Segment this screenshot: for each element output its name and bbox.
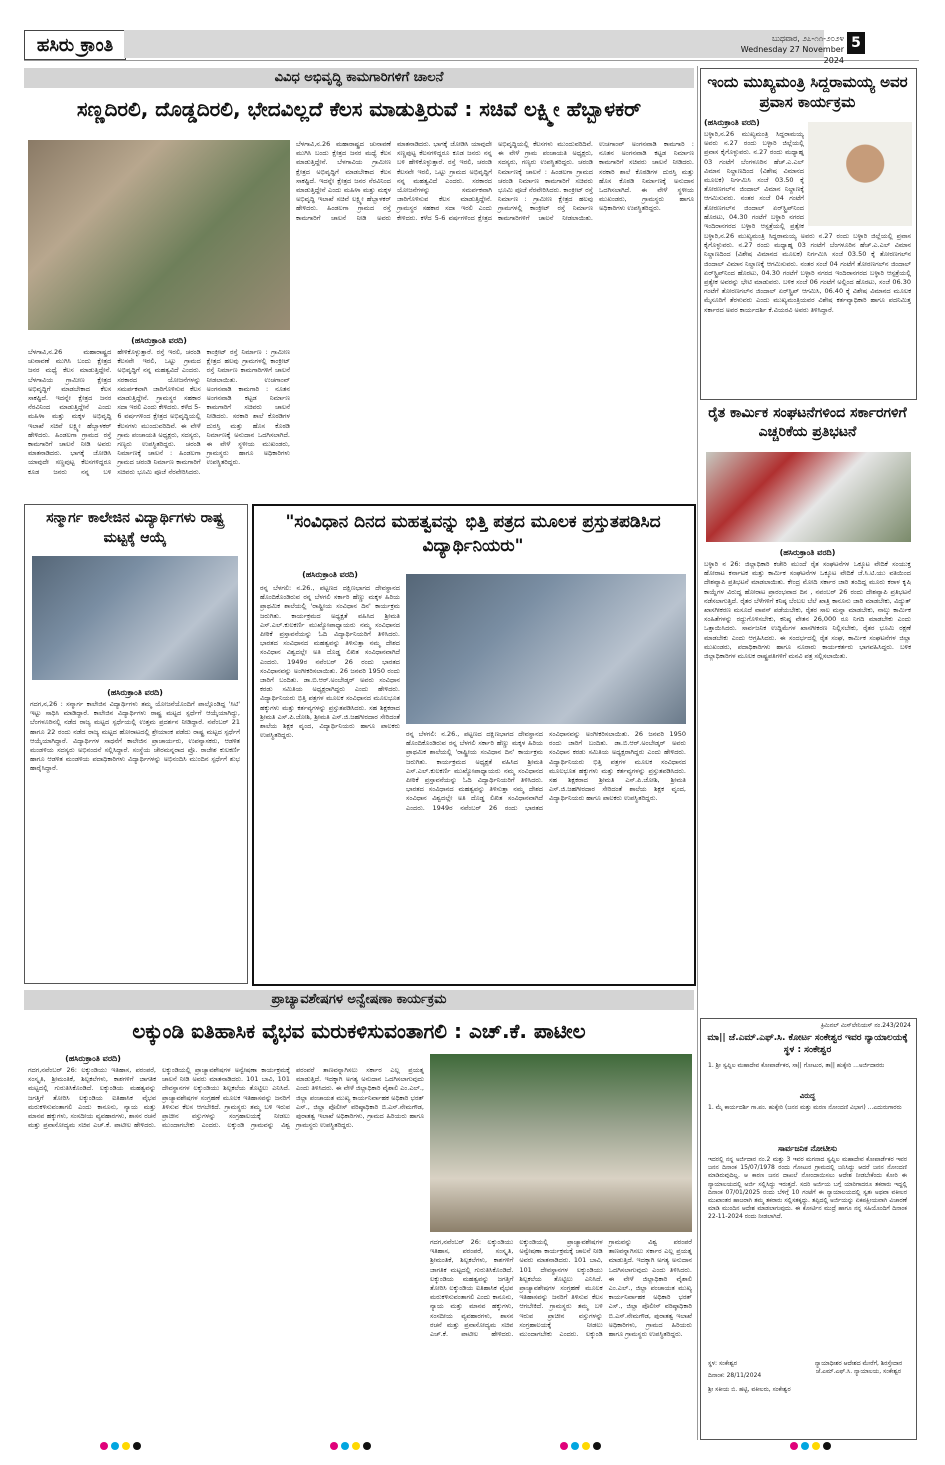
- color-dot-black: [363, 1442, 371, 1450]
- registration-mark: [330, 1442, 371, 1450]
- constitution-body-part1: ರನ್ನ ಬೆಳಗಲಿ: ನ.26., ಪಟ್ಟಣದ ದಕ್ಷಿಣಭಾಗದ ದೇವಸ್ಥಾನದ ಹೊಂದಿಕೊಂಡಿರುವ ರನ್ನ ಬೆಳಗಲಿ ಸರ್ಕಾರಿ ಹೆಣ್ಣು ಮಕ್ಕಳ ಹಿರಿಯ ಪ್ರಾಥಮಿಕ ಶಾಲೆಯಲ್ಲಿ 'ರಾಷ್ಟ್ರೀಯ ಸಂವಿಧಾನ ದಿನ' ಕಾರ್ಯಕ್ರಮ ಜರುಗಿತು. ಕಾರ್ಯಕ್ರಮದ ಅಧ್ಯಕ್ಷತೆ ವಹಿಸಿದ ಶ್ರೀಮತಿ ಎಸ್.ಎಲ್.ಕುಲಕರ್ಣಿ ಮುಖ್ಯೋಪಾಧ್ಯಾಯರು ನಮ್ಮ ಸಂವಿಧಾನದ ಪೀಠಿಕೆ ಪ್ರಸ್ತಾವನೆಯನ್ನು ಓದಿ ವಿದ್ಯಾರ್ಥಿನಿಯರಿಗೆ ತಿಳಿಸಿದರು. ಭಾರತದ ಸಂವಿಧಾನದ ಮಹತ್ವವನ್ನು ತಿಳಿಸುತ್ತಾ ನಮ್ಮ ದೇಶದ ಸಂವಿಧಾನ ವಿಶ್ವದಲ್ಲೇ ಅತಿ ದೊಡ್ಡ ಲಿಖಿತ ಸಂವಿಧಾನವಾಗಿದೆ ಎಂದರು. 1949ರ ನವೆಂಬರ್ 26 ರಂದು ಭಾರತದ ಸಂವಿಧಾನವನ್ನು ಅಂಗೀಕರಿಸಲಾಯಿತು. 26 ಜನವರಿ 1950 ರಂದು ಜಾರಿಗೆ ಬಂದಿತು. ಡಾ.ಬಿ.ಆರ್.ಅಂಬೇಡ್ಕರ್ ಅವರು ಸಂವಿಧಾನ ಕರಡು ಸಮಿತಿಯ ಅಧ್ಯಕ್ಷರಾಗಿದ್ದರು ಎಂದು ಹೇಳಿದರು. ವಿದ್ಯಾರ್ಥಿನಿಯರು ಭಿತ್ತಿ ಪತ್ರಗಳ ಮೂಲಕ ಸಂವಿಧಾನದ ಮೂಲಭೂತ ಹಕ್ಕುಗಳು ಮತ್ತು ಕರ್ತವ್ಯಗಳನ್ನು ಪ್ರಸ್ತುತಪಡಿಸಿದರು. ಸಹ ಶಿಕ್ಷಕರಾದ ಶ್ರೀಮತಿ ಎಸ್.ಪಿ.ಜೋಶಿ, ಶ್ರೀಮತಿ ಎಸ್.ಜಿ.ಜಹಗೀರದಾರ ಸೇರಿದಂತೆ ಶಾಲೆಯ ಶಿಕ್ಷಕ ವೃಂದ, ವಿದ್ಯಾರ್ಥಿನಿಯರು ಹಾಗೂ ಪಾಲಕರು ಉಪಸ್ಥಿತರಿದ್ದರು.: [260, 584, 400, 740]
- lakkundi-kicker: ಪ್ರಾಚ್ಯಾವಶೇಷಗಳ ಅನ್ವೇಷಣಾ ಕಾರ್ಯಕ್ರಮ: [24, 990, 694, 1010]
- masthead-band: [124, 30, 824, 58]
- column-rule: [697, 66, 698, 1440]
- color-dot-cyan: [571, 1442, 579, 1450]
- constitution-photo: [406, 574, 686, 724]
- newspaper-logo: ಹಸಿರು ಕ್ರಾಂತಿ: [24, 30, 126, 60]
- registration-mark: [100, 1442, 141, 1450]
- constitution-body-part2: ರನ್ನ ಬೆಳಗಲಿ: ನ.26., ಪಟ್ಟಣದ ದಕ್ಷಿಣಭಾಗದ ದೇವಸ್ಥಾನದ ಹೊಂದಿಕೊಂಡಿರುವ ರನ್ನ ಬೆಳಗಲಿ ಸರ್ಕಾರಿ ಹೆಣ್ಣು ಮಕ್ಕಳ ಹಿರಿಯ ಪ್ರಾಥಮಿಕ ಶಾಲೆಯಲ್ಲಿ 'ರಾಷ್ಟ್ರೀಯ ಸಂವಿಧಾನ ದಿನ' ಕಾರ್ಯಕ್ರಮ ಜರುಗಿತು. ಕಾರ್ಯಕ್ರಮದ ಅಧ್ಯಕ್ಷತೆ ವಹಿಸಿದ ಶ್ರೀಮತಿ ಎಸ್.ಎಲ್.ಕುಲಕರ್ಣಿ ಮುಖ್ಯೋಪಾಧ್ಯಾಯರು ನಮ್ಮ ಸಂವಿಧಾನದ ಪೀಠಿಕೆ ಪ್ರಸ್ತಾವನೆಯನ್ನು ಓದಿ ವಿದ್ಯಾರ್ಥಿನಿಯರಿಗೆ ತಿಳಿಸಿದರು. ಭಾರತದ ಸಂವಿಧಾನದ ಮಹತ್ವವನ್ನು ತಿಳಿಸುತ್ತಾ ನಮ್ಮ ದೇಶದ ಸಂವಿಧಾನ ವಿಶ್ವದಲ್ಲೇ ಅತಿ ದೊಡ್ಡ ಲಿಖಿತ ಸಂವಿಧಾನವಾಗಿದೆ ಎಂದರು. 1949ರ ನವೆಂಬರ್ 26 ರಂದು ಭಾರತದ ಸಂವಿಧಾನವನ್ನು ಅಂಗೀಕರಿಸಲಾಯಿತು. 26 ಜನವರಿ 1950 ರಂದು ಜಾರಿಗೆ ಬಂದಿತು. ಡಾ.ಬಿ.ಆರ್.ಅಂಬೇಡ್ಕರ್ ಅವರು ಸಂವಿಧಾನ ಕರಡು ಸಮಿತಿಯ ಅಧ್ಯಕ್ಷರಾಗಿದ್ದರು ಎಂದು ಹೇಳಿದರು. ವಿದ್ಯಾರ್ಥಿನಿಯರು ಭಿತ್ತಿ ಪತ್ರಗಳ ಮೂಲಕ ಸಂವಿಧಾನದ ಮೂಲಭೂತ ಹಕ್ಕುಗಳು ಮತ್ತು ಕರ್ತವ್ಯಗಳನ್ನು ಪ್ರಸ್ತುತಪಡಿಸಿದರು. ಸಹ ಶಿಕ್ಷಕರಾದ ಶ್ರೀಮತಿ ಎಸ್.ಪಿ.ಜೋಶಿ, ಶ್ರೀಮತಿ ಎಸ್.ಜಿ.ಜಹಗೀರದಾರ ಸೇರಿದಂತೆ ಶಾಲೆಯ ಶಿಕ್ಷಕ ವೃಂದ, ವಿದ್ಯಾರ್ಥಿನಿಯರು ಹಾಗೂ ಪಾಲಕರು ಉಪಸ್ಥಿತರಿದ್ದರು.: [406, 730, 686, 812]
- college-body: ಗದಗ,ನ,26 : ಸನ್ಮಾರ್ಗ ಕಾಲೇಜಿನ ವಿದ್ಯಾರ್ಥಿಗಳು ತಮ್ಮ ಯೋಜನೆಯೊಂದಿಗೆ ಪಾಲ್ಗೊಂಡಿದ್ದ 'ಸಿಟಿ' ಇಟ್ಟು ಸಾಧಿಸಿ ಮಾಡಿದ್ದಾರೆ. ಕಾಲೇಜಿನ ವಿದ್ಯಾರ್ಥಿಗಳು ರಾಷ್ಟ್ರ ಮಟ್ಟದ ಸ್ಪರ್ಧೆಗೆ ಆಯ್ಕೆಯಾಗಿದ್ದು, ಬೆಂಗಳೂರಿನಲ್ಲಿ ನಡೆದ ರಾಜ್ಯ ಮಟ್ಟದ ಸ್ಪರ್ಧೆಯಲ್ಲಿ ಉತ್ತಮ ಪ್ರದರ್ಶನ ನೀಡಿದ್ದಾರೆ. ನವೆಂಬರ್ 21 ಹಾಗೂ 22 ರಂದು ನಡೆದ ರಾಜ್ಯ ಮಟ್ಟದ ಹೋರಾಟದಲ್ಲಿ ಶ್ರೇಯಾಂಕ ಪಡೆದು ರಾಷ್ಟ್ರ ಮಟ್ಟದ ಸ್ಪರ್ಧೆಗೆ ಆಯ್ಕೆಯಾಗಿದ್ದಾರೆ. ವಿದ್ಯಾರ್ಥಿಗಳ ಸಾಧನೆಗೆ ಕಾಲೇಜಿನ ಪ್ರಾಚಾರ್ಯರು, ಉಪನ್ಯಾಸಕರು, ಆಡಳಿತ ಮಂಡಳಿಯ ಸದಸ್ಯರು ಅಭಿನಂದನೆ ಸಲ್ಲಿಸಿದ್ದಾರೆ. ಸಂಸ್ಥೆಯ ಚೇರಮನ್ನರಾದ ಪ್ರೊ. ರಾಜೇಶ ಕುಲಕರ್ಣಿ ಹಾಗೂ ಆಡಳಿತ ಮಂಡಳಿಯ ಪದಾಧಿಕಾರಿಗಳು ವಿದ್ಯಾರ್ಥಿಗಳನ್ನು ಅಭಿನಂದಿಸಿ ಮುಂದಿನ ಸ್ಪರ್ಧೆಗೆ ಶುಭ ಹಾರೈಸಿದ್ದಾರೆ.: [30, 700, 240, 773]
- cm-tour-body-part2: ಬಳ್ಳಾರಿ,ನ.26 ಮುಖ್ಯಮಂತ್ರಿ ಸಿದ್ದರಾಮಯ್ಯ ಅವರು ನ.27 ರಂದು ಬಳ್ಳಾರಿ ಜಿಲ್ಲೆಯಲ್ಲಿ ಪ್ರವಾಸ ಕೈಗೊಳ್ಳುವರು. ನ.27 ರಂದು ಮಧ್ಯಾಹ್ನ 03 ಗಂಟೆಗೆ ಬೆಂಗಳೂರಿನ ಹೆಚ್.ಎ.ಎಲ್ ವಿಮಾನ ನಿಲ್ದಾಣದಿಂದ (ವಿಶೇಷ ವಿಮಾನದ ಮೂಲಕ) ನಿರ್ಗಮಿಸಿ ಸಂಜೆ 03.50 ಕ್ಕೆ ತೋರಣಗಲ್‌ನ ಜಿಂದಾಲ್ ವಿಮಾನ ನಿಲ್ದಾಣಕ್ಕೆ ಆಗಮಿಸುವರು. ನಂತರ ಸಂಜೆ 04 ಗಂಟೆಗೆ ತೋರಣಗಲ್‌ನ ಜಿಂದಾಲ್ ಏರ್‌ಸ್ಟ್ರಿಪ್‌ನಿಂದ ಹೊರಟು, 04.30 ಗಂಟೆಗೆ ಬಳ್ಳಾರಿ ನಗರದ ಇಂದಿರಾನಗರದ ಬಳ್ಳಾರಿ ಆಸ್ಪತ್ರೆಯಲ್ಲಿ ಪ್ರತ್ಯೇಕ ಅವರನ್ನು ಭೇಟಿ ಮಾಡುವರು. ಬಳಿಕ ಸಂಜೆ 06 ಗಂಟೆಗೆ ಅಲ್ಲಿಂದ ಹೊರಟು, ಸಂಜೆ 06.30 ಗಂಟೆಗೆ ತೋರಣಗಲ್‌ನ ಜಿಂದಾಲ್ ಏರ್‌ಸ್ಟ್ರಿಪ್ ಆಗಮಿಸಿ, 06.40 ಕ್ಕೆ ವಿಶೇಷ ವಿಮಾನದ ಮೂಲಕ ಮೈಸೂರಿಗೆ ತೆರಳುವರು ಎಂದು ಮುಖ್ಯಮಂತ್ರಿಯವರ ವಿಶೇಷ ಕರ್ತವ್ಯಾಧಿಕಾರಿ ಹಾಗೂ ಪದನಿಮಿತ್ತ ಸರ್ಕಾರದ ಅವರ ಕಾರ್ಯದರ್ಶಿ ಕೆ.ವಿಯರವಿ ಅವರು ತಿಳಿಸಿದ್ದಾರೆ.: [704, 232, 911, 314]
- college-photo: [32, 556, 238, 680]
- notice-title: ಮಾ|| ಜೆ.ಎಮ್.ಎಫ್.ಸಿ. ಕೋರ್ಟ ಸಂಕೇಶ್ವರ ಇವರ ನ್ಯಾಯಾಲಯಕ್ಕೆ ಸ್ಥಳ : ಸಂಕೇಶ್ವರ: [707, 1033, 908, 1055]
- color-dot-cyan: [111, 1442, 119, 1450]
- notice-date: ದಿನಾಂಕ: 28/11/2024: [708, 1372, 762, 1379]
- registration-mark: [560, 1442, 601, 1450]
- cm-portrait-photo: [808, 122, 912, 226]
- date-english: Wednesday 27 November 2024: [740, 45, 844, 65]
- lead-dateline: (ಹಸಿರುಕ್ರಾಂತಿ ವರದಿ): [131, 336, 187, 345]
- notice-body: ಇದರಲ್ಲಿ ನನ್ನ ಅರ್ಜಿದಾರ ನಂ.2 ಮತ್ತು 3 ಇವರ ಮಗನಾದ ಸ್ವಪ್ನಿಲ ಮಹಾದೇವ ಕೋಪಾರ್ಡೆಕರ ಇವರ ಜನನ ದಿನಾಂಕ 15/07/1978 ರಂದು ಗೋಟುರ ಗ್ರಾಮದಲ್ಲಿ ಜನಿಸಿದ್ದು ಆದರೆ ಜನನ ನೋಂದಣಿ ಮಾಡಿರುವುದಿಲ್ಲ. ಆ ಕಾರಣ ಜನನ ದಾಖಲೆ ನೋಂದಾಯಿಸಲು ಆದೇಶ ನೀಡಬೇಕೆಂದು ಕೋರಿ ಈ ನ್ಯಾಯಾಲಯದಲ್ಲಿ ಅರ್ಜಿ ಸಲ್ಲಿಸಿದ್ದು ಇರುತ್ತದೆ. ಸದರಿ ಅರ್ಜಿಯ ಬಗ್ಗೆ ಯಾರಿಗಾದರೂ ತಕರಾರು ಇದ್ದಲ್ಲಿ ದಿನಾಂಕ 07/01/2025 ರಂದು ಬೆಳಿಗ್ಗೆ 10 ಗಂಟೆಗೆ ಈ ನ್ಯಾಯಾಲಯದಲ್ಲಿ ಸ್ವತಃ ಅಥವಾ ವಕೀಲರ ಮುಖಾಂತರ ಹಾಜರಾಗಿ ತಮ್ಮ ತಕರಾರು ಸಲ್ಲಿಸತಕ್ಕದ್ದು. ತಪ್ಪಿದಲ್ಲಿ ಅರ್ಜಿಯನ್ನು ಏಕಪಕ್ಷೀಯವಾಗಿ ವಿಚಾರಣೆ ಮಾಡಿ ಮುಂದಿನ ಆದೇಶ ಮಾಡಲಾಗುವುದು. ಈ ಕೋರ್ಟಿನ ಮುದ್ರೆ ಹಾಗೂ ನನ್ನ ಸಹಿಯೊಂದಿಗೆ ದಿನಾಂಕ 22-11-2024 ರಂದು ನೀಡಲಾಗಿದೆ.: [708, 1156, 907, 1221]
- cm-tour-headline: ಇಂದು ಮುಖ್ಯಮಂತ್ರಿ ಸಿದ್ದರಾಮಯ್ಯ ಅವರ ಪ್ರವಾಸ ಕಾರ್ಯಕ್ರಮ: [707, 73, 908, 111]
- lead-body-part2: ಬೆಳಗಾವಿ,ನ.26 ಮಹಾರಾಷ್ಟ್ರದ ಚುನಾವಣೆ ಮುಗಿಸಿ ಬಂದು ಕ್ಷೇತ್ರದ ಜನರ ಮಧ್ಯೆ ಕೆಲಸ ಮಾಡುತ್ತಿದ್ದೇನೆ. ಬೆಳಗಾವಿಯ ಗ್ರಾಮೀಣ ಕ್ಷೇತ್ರದ ಅಭಿವೃದ್ಧಿಗೆ ಮಾಡಬೇಕಾದ ಕೆಲಸ ಸಾಕಷ್ಟಿದೆ. ಇದನ್ನೇ ಕ್ಷೇತ್ರದ ಜನರ ನೆರವಿನಿಂದ ಮಾಡುತ್ತಿದ್ದೇನೆ ಎಂದು ಮಹಿಳಾ ಮತ್ತು ಮಕ್ಕಳ ಅಭಿವೃದ್ಧಿ ಇಲಾಖೆ ಸಚಿವೆ ಲಕ್ಷ್ಮೀ ಹೆಬ್ಬಾಳಕರ್ ಹೇಳಿದರು. ಹಿಂಡಲಗಾ ಗ್ರಾಮದ ರಸ್ತೆ ಕಾಮಗಾರಿಗೆ ಚಾಲನೆ ನೀಡಿ ಅವರು ಮಾತನಾಡಿದರು. ಭಾಗಕ್ಕೆ ಜೋಡಿಸಿ ಯಾವುದೇ ಸಣ್ಣಪುಟ್ಟ ಕೆಲಸಗಳಿದ್ದರೂ ಕೂಡ ಜನರು ನನ್ನ ಬಳಿ ಹೇಳಿಕೊಳ್ಳುತ್ತಾರೆ. ರಸ್ತೆ ಇರಲಿ, ಚರಂಡಿ ಕೆಲಸವೇ ಇರಲಿ, ಒಟ್ಟು ಗ್ರಾಮದ ಅಭಿವೃದ್ಧಿಗೆ ನನ್ನ ಮಹತ್ವವಿದೆ ಎಂದರು. ಸರಕಾರದ ಯೋಜನೆಗಳನ್ನು ಸಮರ್ಪಕವಾಗಿ ಜಾರಿಗೊಳಿಸುವ ಕೆಲಸ ಮಾಡುತ್ತಿದ್ದೇನೆ. ಗ್ರಾಮಸ್ಥರ ಸಹಕಾರ ಸದಾ ಇರಲಿ ಎಂದು ಕೇಳಿದರು. ಕಳೆದ 5-6 ವರ್ಷಗಳಿಂದ ಕ್ಷೇತ್ರದ ಅಭಿವೃದ್ಧಿಯಲ್ಲಿ ಕೆಲಸಗಳು ಮುಂದುವರಿದಿವೆ. ಈ ವೇಳೆ ಗ್ರಾಮ ಪಂಚಾಯತಿ ಅಧ್ಯಕ್ಷರು, ಸದಸ್ಯರು, ಗಣ್ಯರು ಉಪಸ್ಥಿತರಿದ್ದರು. ಚರಂಡಿ ನಿರ್ಮಾಣಕ್ಕೆ ಚಾಲನೆ : ಹಿಂಡಲಗಾ ಗ್ರಾಮದ ಚರಂಡಿ ನಿರ್ಮಾಣ ಕಾಮಗಾರಿಗೆ ಸಚಿವರು ಭೂಮಿ ಪೂಜೆ ನೆರವೇರಿಸಿದರು. ಕಾಂಕ್ರೀಟ್ ರಸ್ತೆ ನಿರ್ಮಾಣ : ಗ್ರಾಮೀಣ ಕ್ಷೇತ್ರದ ಹಲವು ಗ್ರಾಮಗಳಲ್ಲಿ ಕಾಂಕ್ರೀಟ್ ರಸ್ತೆ ನಿರ್ಮಾಣ ಕಾಮಗಾರಿಗಳಿಗೆ ಚಾಲನೆ ನೀಡಲಾಯಿತು. ಉಚಗಾಂವ್ ಅಂಗನವಾಡಿ ಕಾಮಗಾರಿ : ನೂತನ ಅಂಗನವಾಡಿ ಕಟ್ಟಡ ನಿರ್ಮಾಣ ಕಾಮಗಾರಿಗೆ ಸಚಿವರು ಚಾಲನೆ ನೀಡಿದರು. ಸರಕಾರಿ ಶಾಲೆ ಕೊಠಡಿಗಳ ದುರಸ್ತಿ ಮತ್ತು ಹೊಸ ಕೊಠಡಿ ನಿರ್ಮಾಣಕ್ಕೆ ಅನುದಾನ ಒದಗಿಸಲಾಗಿದೆ. ಈ ವೇಳೆ ಸ್ಥಳೀಯ ಮುಖಂಡರು, ಗ್ರಾಮಸ್ಥರು ಹಾಗೂ ಅಧಿಕಾರಿಗಳು ಉಪಸ್ಥಿತರಿದ್ದರು.: [296, 140, 694, 222]
- lakkundi-body-part2: ಗದಗ,ನವೆಂಬರ್ 26: ಲಕ್ಕುಂಡಿಯು ಇತಿಹಾಸ, ಪರಂಪರೆ, ಸಂಸ್ಕೃತಿ, ಶ್ರೀಮಂತಿಕೆ, ಶಿಲ್ಪಕಲೆಗಳು, ಕಾಶಗಳಿಗೆ ಜಾಗತಿಕ ಮಟ್ಟದಲ್ಲಿ ಗುರುತಿಸಿಕೊಂಡಿದೆ. ಲಕ್ಕುಂಡಿಯ ಮಹತ್ವವನ್ನು ಜಗತ್ತಿಗೆ ತೋರಿಸಿ ಲಕ್ಕುಂಡಿಯ ಐತಿಹಾಸಿಕ ವೈಭವ ಮರುಕಳಿಸುವಂತಾಗಲಿ ಎಂದು ಕಾನೂನು, ನ್ಯಾಯ ಮತ್ತು ಮಾನವ ಹಕ್ಕುಗಳು, ಸಂಸದೀಯ ವ್ಯವಹಾರಗಳು, ಶಾಸನ ರಚನೆ ಮತ್ತು ಪ್ರವಾಸೋದ್ಯಮ ಸಚಿವ ಎಚ್.ಕೆ. ಪಾಟೀಲ ಹೇಳಿದರು. ಲಕ್ಕುಂಡಿಯಲ್ಲಿ ಪ್ರಾಚ್ಯಾವಶೇಷಗಳ ಅನ್ವೇಷಣಾ ಕಾರ್ಯಕ್ರಮಕ್ಕೆ ಚಾಲನೆ ನೀಡಿ ಅವರು ಮಾತನಾಡಿದರು. 101 ಬಾವಿ, 101 ದೇವಸ್ಥಾನಗಳ ಲಕ್ಕುಂಡಿಯು ಶಿಲ್ಪಕಲೆಯ ತೊಟ್ಟಿಲು ಎನಿಸಿದೆ. ಪ್ರಾಚ್ಯಾವಶೇಷಗಳ ಸಂಗ್ರಹಣೆ ಮೂಲಕ ಇತಿಹಾಸವನ್ನು ಜನರಿಗೆ ತಿಳಿಸುವ ಕೆಲಸ ಆಗಬೇಕಿದೆ. ಗ್ರಾಮಸ್ಥರು ತಮ್ಮ ಬಳಿ ಇರುವ ಪ್ರಾಚೀನ ವಸ್ತುಗಳನ್ನು ಸಂಗ್ರಹಾಲಯಕ್ಕೆ ನೀಡಲು ಮುಂದಾಗಬೇಕು ಎಂದರು. ಲಕ್ಕುಂಡಿ ಗ್ರಾಮವನ್ನು ವಿಶ್ವ ಪರಂಪರೆ ತಾಣವನ್ನಾಗಿಸಲು ಸರ್ಕಾರ ಎಲ್ಲ ಪ್ರಯತ್ನ ಮಾಡುತ್ತಿದೆ. ಇದಕ್ಕಾಗಿ ಅಗತ್ಯ ಅನುದಾನ ಒದಗಿಸಲಾಗುವುದು ಎಂದು ತಿಳಿಸಿದರು. ಈ ವೇಳೆ ಜಿಲ್ಲಾಧಿಕಾರಿ ವೈಶಾಲಿ ಎಂ.ಎಲ್., ಜಿಲ್ಲಾ ಪಂಚಾಯತ ಮುಖ್ಯ ಕಾರ್ಯನಿರ್ವಾಹಕ ಅಧಿಕಾರಿ ಭರತ್ ಎಸ್., ಜಿಲ್ಲಾ ಪೊಲೀಸ್ ವರಿಷ್ಠಾಧಿಕಾರಿ ಬಿ.ಎಸ್.ನೇಮಗೌಡ, ಪುರಾತತ್ವ ಇಲಾಖೆ ಅಧಿಕಾರಿಗಳು, ಗ್ರಾಮದ ಹಿರಿಯರು ಹಾಗೂ ಗ್ರಾಮಸ್ಥರು ಉಪಸ್ಥಿತರಿದ್ದರು.: [430, 1238, 692, 1339]
- farmers-body: ಬಳ್ಳಾರಿ ನ 26: ಜಿಲ್ಲಾಧಿಕಾರಿ ಕಚೇರಿ ಮುಂದೆ ರೈತ ಸಂಘಟನೆಗಳ ಒಕ್ಕೂಟ ವೇದಿಕೆ ಸಂಯುಕ್ತ ಹೋರಾಟ ಕರ್ನಾಟಕ ಮತ್ತು ಕಾರ್ಮಿಕ ಸಂಘಟನೆಗಳ ಒಕ್ಕೂಟ ವೇದಿಕೆ ಜೆ.ಸಿ.ಟಿ.ಯು ವತಿಯಿಂದ ದೇಶವ್ಯಾಪಿ ಪ್ರತಿಭಟನೆ ಮಾಡಲಾಯಿತು. ಕೇಂದ್ರ ಮೋದಿ ಸರ್ಕಾರ ಜಾರಿ ತಂದಿದ್ದ ಮೂರು ಕರಾಳ ಕೃಷಿ ಕಾಯ್ದೆಗಳ ವಿರುದ್ಧ ಹೋರಾಟ ಪ್ರಾರಂಭವಾದ ದಿನ , ನವಂಬರ್ 26 ರಂದು ದೇಶವ್ಯಾಪಿ ಪ್ರತಿಭಟನೆ ನಡೆಸಲಾಗುತ್ತಿದೆ. ರೈತರ ಬೆಳೆಗಳಿಗೆ ಕನಿಷ್ಠ ಬೆಂಬಲ ಬೆಲೆ ಖಾತ್ರಿ ಕಾನೂನು ಜಾರಿ ಮಾಡಬೇಕು, ವಿದ್ಯುತ್ ಖಾಸಗೀಕರಣ ಮಸೂದೆ ವಾಪಸ್ ಪಡೆಯಬೇಕು, ರೈತರ ಸಾಲ ಮನ್ನಾ ಮಾಡಬೇಕು, ನಾಲ್ಕು ಕಾರ್ಮಿಕ ಸಂಹಿತೆಗಳನ್ನು ರದ್ದುಗೊಳಿಸಬೇಕು, ಕನಿಷ್ಠ ವೇತನ 26,000 ರೂ ನಿಗದಿ ಮಾಡಬೇಕು ಎಂದು ಒತ್ತಾಯಿಸಿದರು. ಸಾರ್ವಜನಿಕ ಉದ್ದಿಮೆಗಳ ಖಾಸಗೀಕರಣ ನಿಲ್ಲಿಸಬೇಕು, ರೈತರ ಭೂಮಿ ರಕ್ಷಣೆ ಮಾಡಬೇಕು ಎಂದು ಆಗ್ರಹಿಸಿದರು. ಈ ಸಂದರ್ಭದಲ್ಲಿ ರೈತ ಸಂಘ, ಕಾರ್ಮಿಕ ಸಂಘಟನೆಗಳ ಜಿಲ್ಲಾ ಮುಖಂಡರು, ಪದಾಧಿಕಾರಿಗಳು ಹಾಗೂ ನೂರಾರು ಕಾರ್ಯಕರ್ತರು ಭಾಗವಹಿಸಿದ್ದರು. ಬಳಿಕ ಜಿಲ್ಲಾಧಿಕಾರಿಗಳ ಮೂಲಕ ರಾಷ್ಟ್ರಪತಿಗಳಿಗೆ ಮನವಿ ಪತ್ರ ಸಲ್ಲಿಸಲಾಯಿತು.: [704, 560, 911, 661]
- masthead: [24, 30, 919, 65]
- color-dot-yellow: [582, 1442, 590, 1450]
- constitution-dateline: (ಹಸಿರುಕ್ರಾಂತಿ ವರದಿ): [302, 570, 358, 579]
- masthead-date: [724, 33, 844, 66]
- lakkundi-photo: [430, 1054, 692, 1232]
- notice-respondent: 1. ಮೈ ಕಾರ್ಯದರ್ಶಿ ಗಾ.ಪಂ. ಹುಕ್ಕೇರಿ (ಜನನ ಮತ್ತು ಮರಣ ನೋಂದಣಿ ವಿಭಾಗ) ...ಎದುರುಗಾರರು: [708, 1104, 902, 1111]
- date-kannada: ಬುಧವಾರ, ೨೭-೧೧-೨೦೨೪: [771, 34, 844, 43]
- constitution-headline: "ಸಂವಿಧಾನ ದಿನದ ಮಹತ್ವವನ್ನು ಭಿತ್ತಿ ಪತ್ರದ ಮೂಲಕ ಪ್ರಸ್ತುತಪಡಿಸಿದ ವಿದ್ಯಾರ್ಥಿನಿಯರು": [285, 512, 661, 556]
- notice-place: ಸ್ಥಳ: ಸಂಕೇಶ್ವರ: [708, 1360, 738, 1367]
- cm-tour-dateline: (ಹಸಿರುಕ್ರಾಂತಿ ವರದಿ): [704, 118, 760, 127]
- notice-heading: ಸಾರ್ವಜನಿಕ ನೋಟೀಸು: [777, 1144, 838, 1153]
- color-dot-yellow: [122, 1442, 130, 1450]
- color-dot-magenta: [790, 1442, 798, 1450]
- color-dot-black: [593, 1442, 601, 1450]
- color-dot-yellow: [812, 1442, 820, 1450]
- color-dot-yellow: [352, 1442, 360, 1450]
- lakkundi-body-part1: ಗದಗ,ನವೆಂಬರ್ 26: ಲಕ್ಕುಂಡಿಯು ಇತಿಹಾಸ, ಪರಂಪರೆ, ಸಂಸ್ಕೃತಿ, ಶ್ರೀಮಂತಿಕೆ, ಶಿಲ್ಪಕಲೆಗಳು, ಕಾಶಗಳಿಗೆ ಜಾಗತಿಕ ಮಟ್ಟದಲ್ಲಿ ಗುರುತಿಸಿಕೊಂಡಿದೆ. ಲಕ್ಕುಂಡಿಯ ಮಹತ್ವವನ್ನು ಜಗತ್ತಿಗೆ ತೋರಿಸಿ ಲಕ್ಕುಂಡಿಯ ಐತಿಹಾಸಿಕ ವೈಭವ ಮರುಕಳಿಸುವಂತಾಗಲಿ ಎಂದು ಕಾನೂನು, ನ್ಯಾಯ ಮತ್ತು ಮಾನವ ಹಕ್ಕುಗಳು, ಸಂಸದೀಯ ವ್ಯವಹಾರಗಳು, ಶಾಸನ ರಚನೆ ಮತ್ತು ಪ್ರವಾಸೋದ್ಯಮ ಸಚಿವ ಎಚ್.ಕೆ. ಪಾಟೀಲ ಹೇಳಿದರು. ಲಕ್ಕುಂಡಿಯಲ್ಲಿ ಪ್ರಾಚ್ಯಾವಶೇಷಗಳ ಅನ್ವೇಷಣಾ ಕಾರ್ಯಕ್ರಮಕ್ಕೆ ಚಾಲನೆ ನೀಡಿ ಅವರು ಮಾತನಾಡಿದರು. 101 ಬಾವಿ, 101 ದೇವಸ್ಥಾನಗಳ ಲಕ್ಕುಂಡಿಯು ಶಿಲ್ಪಕಲೆಯ ತೊಟ್ಟಿಲು ಎನಿಸಿದೆ. ಪ್ರಾಚ್ಯಾವಶೇಷಗಳ ಸಂಗ್ರಹಣೆ ಮೂಲಕ ಇತಿಹಾಸವನ್ನು ಜನರಿಗೆ ತಿಳಿಸುವ ಕೆಲಸ ಆಗಬೇಕಿದೆ. ಗ್ರಾಮಸ್ಥರು ತಮ್ಮ ಬಳಿ ಇರುವ ಪ್ರಾಚೀನ ವಸ್ತುಗಳನ್ನು ಸಂಗ್ರಹಾಲಯಕ್ಕೆ ನೀಡಲು ಮುಂದಾಗಬೇಕು ಎಂದರು. ಲಕ್ಕುಂಡಿ ಗ್ರಾಮವನ್ನು ವಿಶ್ವ ಪರಂಪರೆ ತಾಣವನ್ನಾಗಿಸಲು ಸರ್ಕಾರ ಎಲ್ಲ ಪ್ರಯತ್ನ ಮಾಡುತ್ತಿದೆ. ಇದಕ್ಕಾಗಿ ಅಗತ್ಯ ಅನುದಾನ ಒದಗಿಸಲಾಗುವುದು ಎಂದು ತಿಳಿಸಿದರು. ಈ ವೇಳೆ ಜಿಲ್ಲಾಧಿಕಾರಿ ವೈಶಾಲಿ ಎಂ.ಎಲ್., ಜಿಲ್ಲಾ ಪಂಚಾಯತ ಮುಖ್ಯ ಕಾರ್ಯನಿರ್ವಾಹಕ ಅಧಿಕಾರಿ ಭರತ್ ಎಸ್., ಜಿಲ್ಲಾ ಪೊಲೀಸ್ ವರಿಷ್ಠಾಧಿಕಾರಿ ಬಿ.ಎಸ್.ನೇಮಗೌಡ, ಪುರಾತತ್ವ ಇಲಾಖೆ ಅಧಿಕಾರಿಗಳು, ಗ್ರಾಮದ ಹಿರಿಯರು ಹಾಗೂ ಗ್ರಾಮಸ್ಥರು ಉಪಸ್ಥಿತರಿದ್ದರು.: [28, 1066, 424, 1130]
- color-dot-black: [133, 1442, 141, 1450]
- color-dot-magenta: [560, 1442, 568, 1450]
- notice-signature-court: ನ್ಯಾಯಾಧೀಶರ ಆದೇಶದ ಮೇರೆಗೆ, ಶಿರಸ್ತೇದಾರ ಜೆ.ಎಮ್.ಎಫ್.ಸಿ. ನ್ಯಾಯಾಲಯ, ಸಂಕೇಶ್ವರ: [814, 1360, 903, 1376]
- farmers-headline: ರೈತ ಕಾರ್ಮಿಕ ಸಂಘಟನೆಗಳಿಂದ ಸರ್ಕಾರಗಳಿಗೆ ಎಚ್ಚರಿಕೆಯ ಪ್ರತಿಭಟನೆ: [708, 405, 907, 440]
- college-dateline: (ಹಸಿರುಕ್ರಾಂತಿ ವರದಿ): [107, 688, 163, 697]
- lead-photo: [28, 140, 290, 330]
- color-dot-black: [823, 1442, 831, 1450]
- notice-case-number: ಕ್ರಿಮಿನಲ್ ಮಿಸ್‌ಲೇನಿಯಸ್ ನಂ.243/2024: [820, 1022, 911, 1029]
- lakkundi-headline: ಲಕ್ಕುಂಡಿ ಐತಿಹಾಸಿಕ ವೈಭವ ಮರುಕಳಿಸುವಂತಾಗಲಿ : ಎಚ್.ಕೆ. ಪಾಟೀಲ: [132, 1019, 586, 1043]
- lakkundi-dateline: (ಹಸಿರುಕ್ರಾಂತಿ ವರದಿ): [65, 1054, 121, 1063]
- notice-signature-advocate: ಶ್ರೀ ಸಕೀಯ ಬಿ. ಹಟ್ಟಿ, ವಕೀಲರು, ಸಂಕೇಶ್ವರ: [708, 1386, 791, 1393]
- lead-kicker: ವಿವಿಧ ಅಭಿವೃದ್ಧಿ ಕಾಮಗಾರಿಗಳಿಗೆ ಚಾಲನೆ: [24, 68, 694, 88]
- color-dot-cyan: [341, 1442, 349, 1450]
- page-number: 5: [847, 32, 865, 54]
- notice-versus: ವಿರುದ್ಧ: [799, 1092, 816, 1100]
- farmers-protest-photo: [706, 452, 911, 542]
- lead-headline: ಸಣ್ಣದಿರಲಿ, ದೊಡ್ಡದಿರಲಿ, ಭೇದವಿಲ್ಲದೆ ಕೆಲಸ ಮಾಡುತ್ತಿರುವೆ : ಸಚಿವೆ ಲಕ್ಷ್ಮೀ ಹೆಬ್ಬಾಳಕರ್: [76, 97, 642, 121]
- farmers-dateline: (ಹಸಿರುಕ್ರಾಂತಿ ವರದಿ): [779, 548, 836, 557]
- cm-tour-body-part1: ಬಳ್ಳಾರಿ,ನ.26 ಮುಖ್ಯಮಂತ್ರಿ ಸಿದ್ದರಾಮಯ್ಯ ಅವರು ನ.27 ರಂದು ಬಳ್ಳಾರಿ ಜಿಲ್ಲೆಯಲ್ಲಿ ಪ್ರವಾಸ ಕೈಗೊಳ್ಳುವರು. ನ.27 ರಂದು ಮಧ್ಯಾಹ್ನ 03 ಗಂಟೆಗೆ ಬೆಂಗಳೂರಿನ ಹೆಚ್.ಎ.ಎಲ್ ವಿಮಾನ ನಿಲ್ದಾಣದಿಂದ (ವಿಶೇಷ ವಿಮಾನದ ಮೂಲಕ) ನಿರ್ಗಮಿಸಿ ಸಂಜೆ 03.50 ಕ್ಕೆ ತೋರಣಗಲ್‌ನ ಜಿಂದಾಲ್ ವಿಮಾನ ನಿಲ್ದಾಣಕ್ಕೆ ಆಗಮಿಸುವರು. ನಂತರ ಸಂಜೆ 04 ಗಂಟೆಗೆ ತೋರಣಗಲ್‌ನ ಜಿಂದಾಲ್ ಏರ್‌ಸ್ಟ್ರಿಪ್‌ನಿಂದ ಹೊರಟು, 04.30 ಗಂಟೆಗೆ ಬಳ್ಳಾರಿ ನಗರದ ಇಂದಿರಾನಗರದ ಬಳ್ಳಾರಿ ಆಸ್ಪತ್ರೆಯಲ್ಲಿ ಪ್ರತ್ಯೇಕ: [704, 130, 804, 230]
- college-headline: ಸನ್ಮಾರ್ಗ ಕಾಲೇಜಿನ ವಿದ್ಯಾರ್ಥಿಗಳು ರಾಷ್ಟ್ರ ಮಟ್ಟಕ್ಕೆ ಆಯ್ಕೆ: [46, 510, 224, 546]
- lead-body-part1: ಬೆಳಗಾವಿ,ನ.26 ಮಹಾರಾಷ್ಟ್ರದ ಚುನಾವಣೆ ಮುಗಿಸಿ ಬಂದು ಕ್ಷೇತ್ರದ ಜನರ ಮಧ್ಯೆ ಕೆಲಸ ಮಾಡುತ್ತಿದ್ದೇನೆ. ಬೆಳಗಾವಿಯ ಗ್ರಾಮೀಣ ಕ್ಷೇತ್ರದ ಅಭಿವೃದ್ಧಿಗೆ ಮಾಡಬೇಕಾದ ಕೆಲಸ ಸಾಕಷ್ಟಿದೆ. ಇದನ್ನೇ ಕ್ಷೇತ್ರದ ಜನರ ನೆರವಿನಿಂದ ಮಾಡುತ್ತಿದ್ದೇನೆ ಎಂದು ಮಹಿಳಾ ಮತ್ತು ಮಕ್ಕಳ ಅಭಿವೃದ್ಧಿ ಇಲಾಖೆ ಸಚಿವೆ ಲಕ್ಷ್ಮೀ ಹೆಬ್ಬಾಳಕರ್ ಹೇಳಿದರು. ಹಿಂಡಲಗಾ ಗ್ರಾಮದ ರಸ್ತೆ ಕಾಮಗಾರಿಗೆ ಚಾಲನೆ ನೀಡಿ ಅವರು ಮಾತನಾಡಿದರು. ಭಾಗಕ್ಕೆ ಜೋಡಿಸಿ ಯಾವುದೇ ಸಣ್ಣಪುಟ್ಟ ಕೆಲಸಗಳಿದ್ದರೂ ಕೂಡ ಜನರು ನನ್ನ ಬಳಿ ಹೇಳಿಕೊಳ್ಳುತ್ತಾರೆ. ರಸ್ತೆ ಇರಲಿ, ಚರಂಡಿ ಕೆಲಸವೇ ಇರಲಿ, ಒಟ್ಟು ಗ್ರಾಮದ ಅಭಿವೃದ್ಧಿಗೆ ನನ್ನ ಮಹತ್ವವಿದೆ ಎಂದರು. ಸರಕಾರದ ಯೋಜನೆಗಳನ್ನು ಸಮರ್ಪಕವಾಗಿ ಜಾರಿಗೊಳಿಸುವ ಕೆಲಸ ಮಾಡುತ್ತಿದ್ದೇನೆ. ಗ್ರಾಮಸ್ಥರ ಸಹಕಾರ ಸದಾ ಇರಲಿ ಎಂದು ಕೇಳಿದರು. ಕಳೆದ 5-6 ವರ್ಷಗಳಿಂದ ಕ್ಷೇತ್ರದ ಅಭಿವೃದ್ಧಿಯಲ್ಲಿ ಕೆಲಸಗಳು ಮುಂದುವರಿದಿವೆ. ಈ ವೇಳೆ ಗ್ರಾಮ ಪಂಚಾಯತಿ ಅಧ್ಯಕ್ಷರು, ಸದಸ್ಯರು, ಗಣ್ಯರು ಉಪಸ್ಥಿತರಿದ್ದರು. ಚರಂಡಿ ನಿರ್ಮಾಣಕ್ಕೆ ಚಾಲನೆ : ಹಿಂಡಲಗಾ ಗ್ರಾಮದ ಚರಂಡಿ ನಿರ್ಮಾಣ ಕಾಮಗಾರಿಗೆ ಸಚಿವರು ಭೂಮಿ ಪೂಜೆ ನೆರವೇರಿಸಿದರು. ಕಾಂಕ್ರೀಟ್ ರಸ್ತೆ ನಿರ್ಮಾಣ : ಗ್ರಾಮೀಣ ಕ್ಷೇತ್ರದ ಹಲವು ಗ್ರಾಮಗಳಲ್ಲಿ ಕಾಂಕ್ರೀಟ್ ರಸ್ತೆ ನಿರ್ಮಾಣ ಕಾಮಗಾರಿಗಳಿಗೆ ಚಾಲನೆ ನೀಡಲಾಯಿತು. ಉಚಗಾಂವ್ ಅಂಗನವಾಡಿ ಕಾಮಗಾರಿ : ನೂತನ ಅಂಗನವಾಡಿ ಕಟ್ಟಡ ನಿರ್ಮಾಣ ಕಾಮಗಾರಿಗೆ ಸಚಿವರು ಚಾಲನೆ ನೀಡಿದರು. ಸರಕಾರಿ ಶಾಲೆ ಕೊಠಡಿಗಳ ದುರಸ್ತಿ ಮತ್ತು ಹೊಸ ಕೊಠಡಿ ನಿರ್ಮಾಣಕ್ಕೆ ಅನುದಾನ ಒದಗಿಸಲಾಗಿದೆ. ಈ ವೇಳೆ ಸ್ಥಳೀಯ ಮುಖಂಡರು, ಗ್ರಾಮಸ್ಥರು ಹಾಗೂ ಅಧಿಕಾರಿಗಳು ಉಪಸ್ಥಿತರಿದ್ದರು.: [28, 348, 290, 476]
- notice-petitioner: 1. ಶ್ರೀ ಸ್ವಪ್ನಿಲ ಮಹಾದೇವ ಕೋಪಾರ್ಡೆಕರ, ಸಾ|| ಗೋಟುರ, ತಾ|| ಹುಕ್ಕೇರಿ ...ಅರ್ಜಿದಾರರು: [708, 1062, 885, 1069]
- registration-mark: [790, 1442, 831, 1450]
- color-dot-magenta: [100, 1442, 108, 1450]
- color-dot-cyan: [801, 1442, 809, 1450]
- color-dot-magenta: [330, 1442, 338, 1450]
